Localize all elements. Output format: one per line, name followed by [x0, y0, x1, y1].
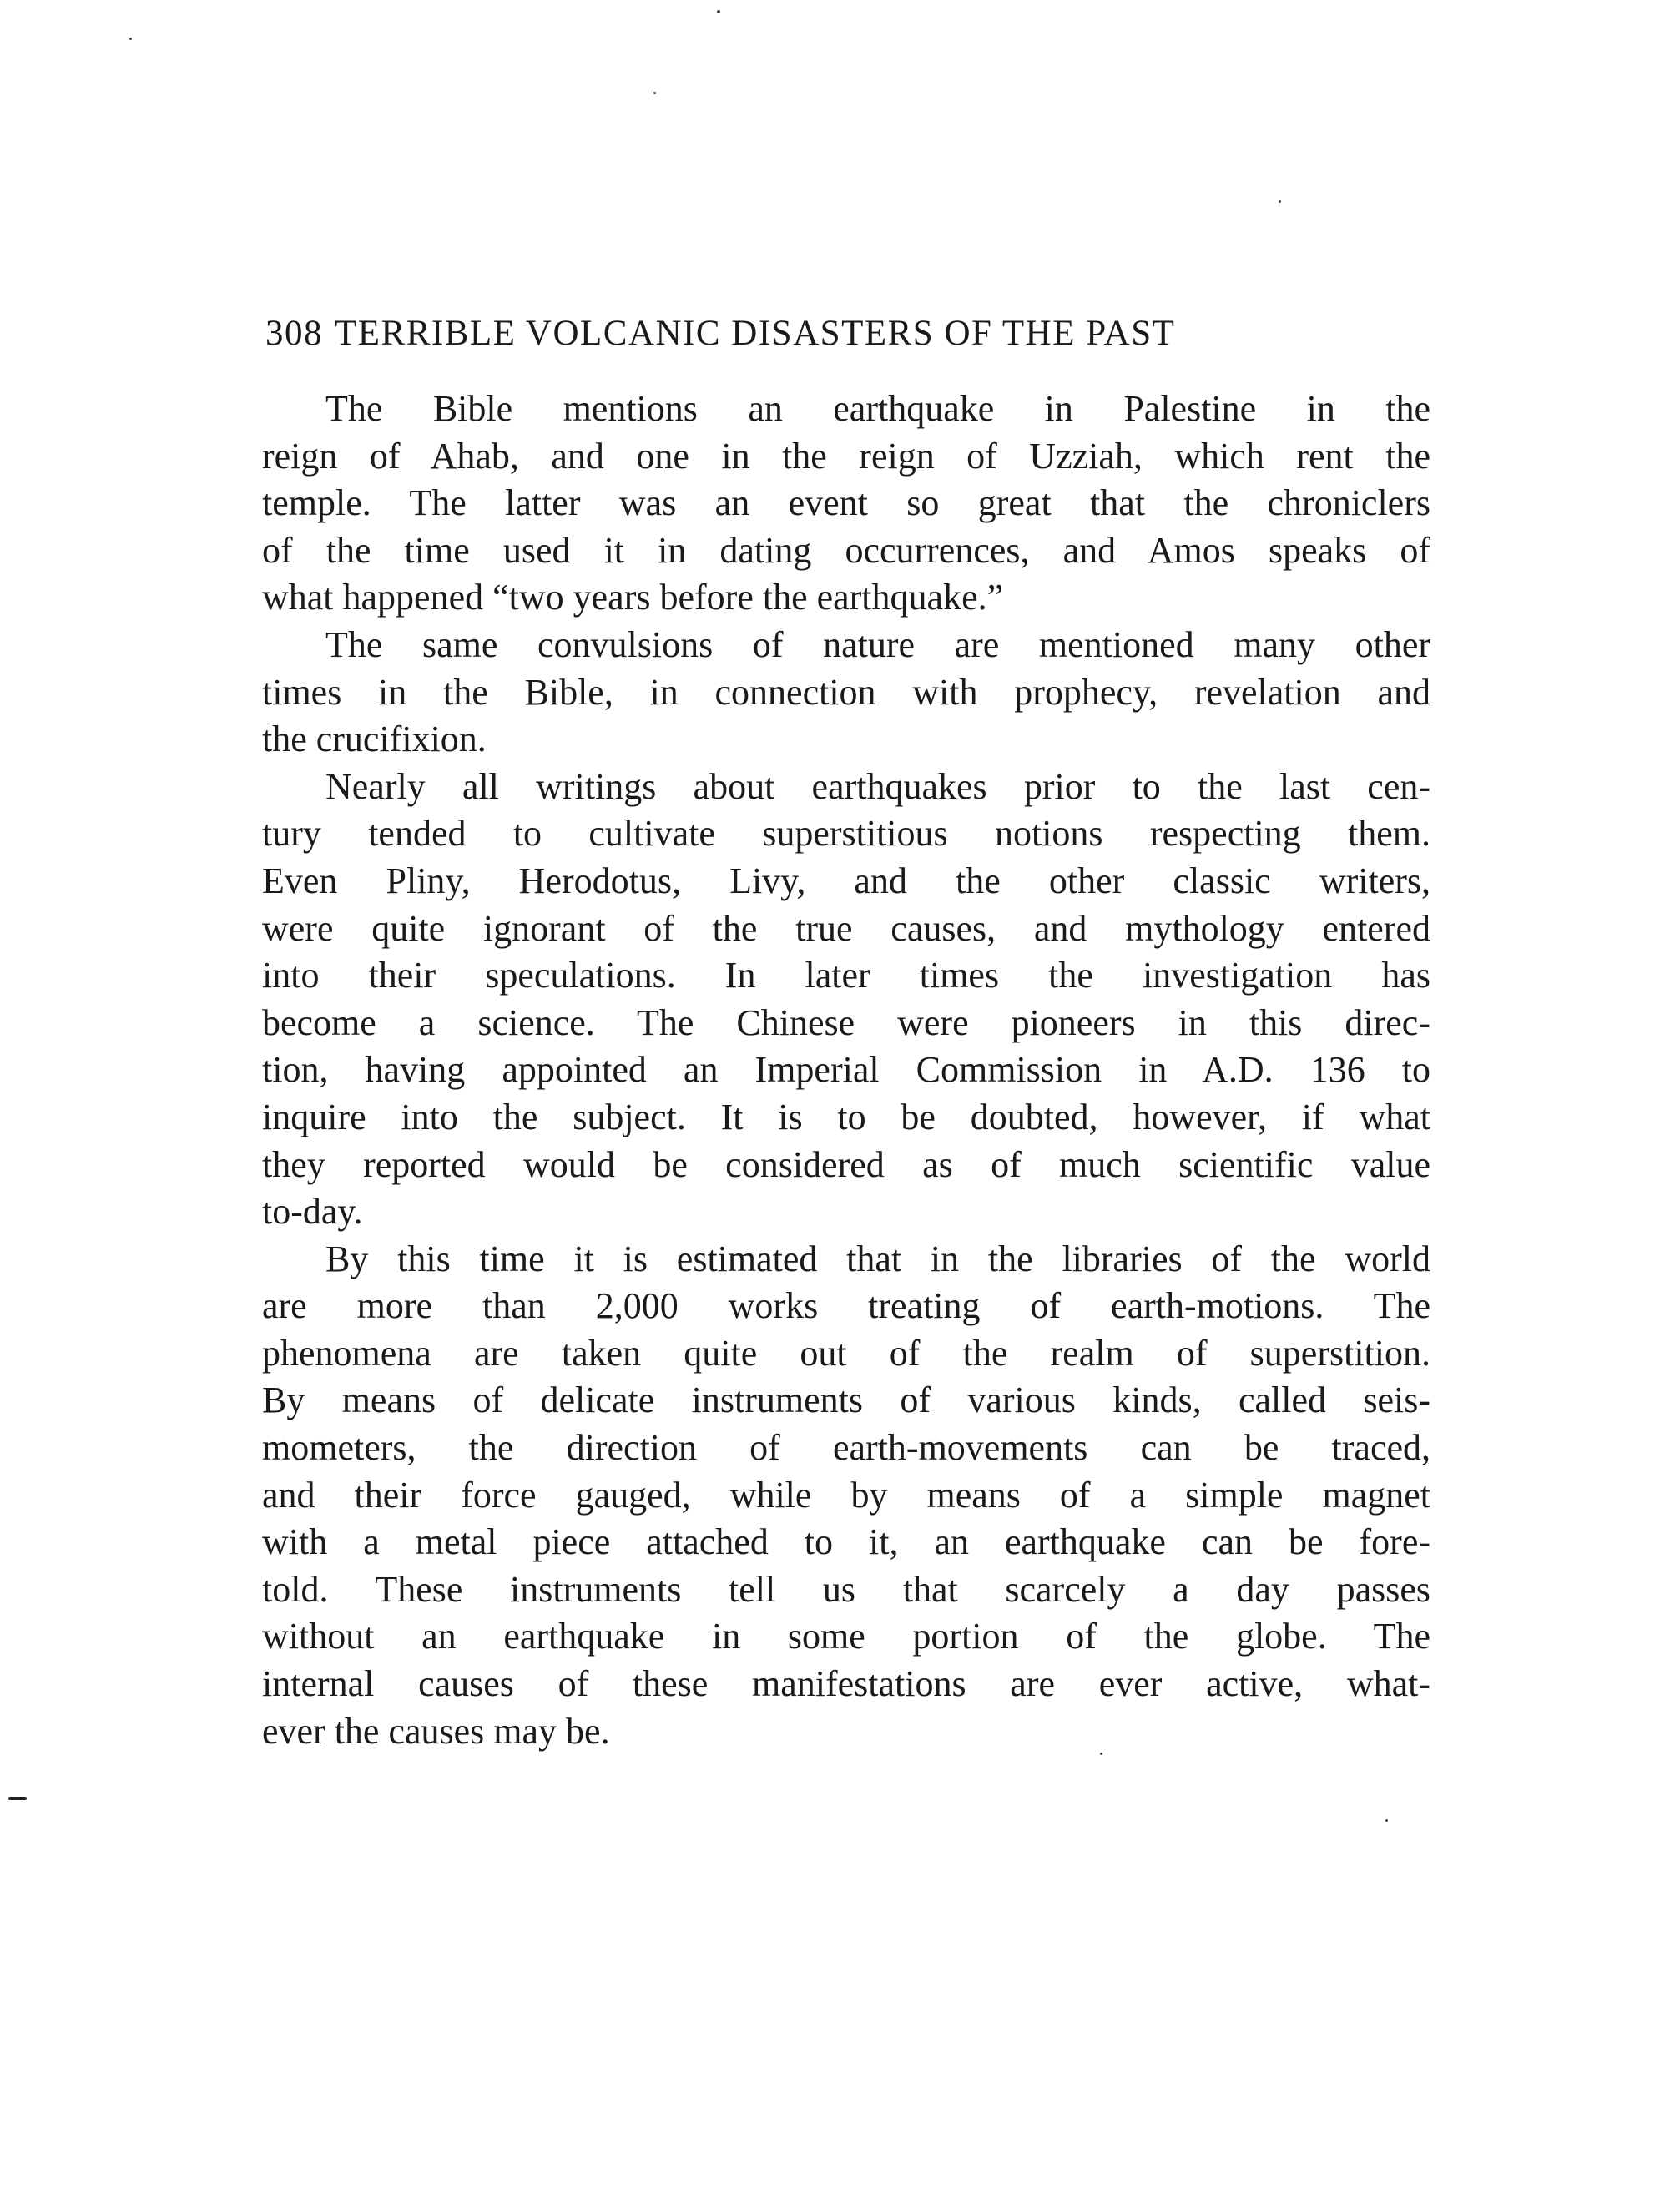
scan-speck: [653, 92, 656, 94]
text-line: to-day.: [262, 1191, 363, 1233]
text-line: Nearly all writings about earthquakes prior to the last cen-: [325, 765, 1430, 807]
text-line: become a science. The Chinese were pioneers in this direc-: [262, 1001, 1430, 1043]
text-line: they reported would be considered as of much scientific value: [262, 1143, 1430, 1185]
text-line: told. These instruments tell us that scarcely a day passes: [262, 1568, 1430, 1610]
text-line: and their force gauged, while by means of a simple magnet: [262, 1474, 1430, 1516]
text-line: inquire into the subject. It is to be doubted, however, if what: [262, 1096, 1430, 1137]
text-line: without an earthquake in some portion of the globe. The: [262, 1616, 1430, 1657]
text-line: times in the Bible, in connection with prophecy, revelation and: [262, 671, 1430, 713]
text-line: By means of delicate instruments of various kinds, called seis-: [262, 1379, 1430, 1421]
scan-speck: [129, 38, 132, 40]
text-line: are more than 2,000 works treating of earth-motions. The: [262, 1285, 1430, 1327]
text-line: of the time used it in dating occurrences, and Amos speaks of: [262, 529, 1430, 571]
text-line: Even Pliny, Herodotus, Livy, and the other classic writers,: [262, 860, 1430, 901]
body-text: [262, 386, 1430, 1755]
scan-speck: [717, 10, 720, 13]
text-line: into their speculations. In later times the investigation has: [262, 955, 1430, 996]
text-line: phenomena are taken quite out of the realm of superstition.: [262, 1332, 1430, 1374]
running-head: [265, 310, 1360, 357]
running-head-title: TERRIBLE VOLCANIC DISASTERS OF THE PAST: [335, 314, 1176, 353]
text-line: tion, having appointed an Imperial Commission in A.D. 136 to: [262, 1049, 1430, 1091]
page-number: 308: [265, 314, 323, 353]
text-line: tury tended to cultivate superstitious notions respecting them.: [262, 813, 1430, 855]
text-line: ever the causes may be.: [262, 1710, 610, 1752]
scan-speck: [1100, 1753, 1102, 1755]
text-line: the crucifixion.: [262, 719, 487, 760]
text-line: internal causes of these manifestations are ever active, what-: [262, 1663, 1430, 1705]
text-line: By this time it is estimated that in the libraries of the world: [325, 1238, 1430, 1279]
text-line: reign of Ahab, and one in the reign of Uzziah, which rent the: [262, 435, 1430, 477]
scan-speck: [1279, 200, 1281, 203]
text-line: temple. The latter was an event so great that the chroniclers: [262, 482, 1430, 524]
scan-speck: [1385, 1819, 1388, 1822]
text-line: The Bible mentions an earthquake in Palestine in the: [325, 388, 1430, 429]
text-line: The same convulsions of nature are mentioned many other: [325, 623, 1430, 665]
text-line: mometers, the direction of earth-movements can be traced,: [262, 1427, 1430, 1469]
text-line: were quite ignorant of the true causes, and mythology entered: [262, 907, 1430, 949]
text-line: what happened “two years before the earthquake.”: [262, 577, 1004, 618]
scan-speck: [8, 1797, 27, 1800]
text-line: with a metal piece attached to it, an earthquake can be fore-: [262, 1521, 1430, 1563]
